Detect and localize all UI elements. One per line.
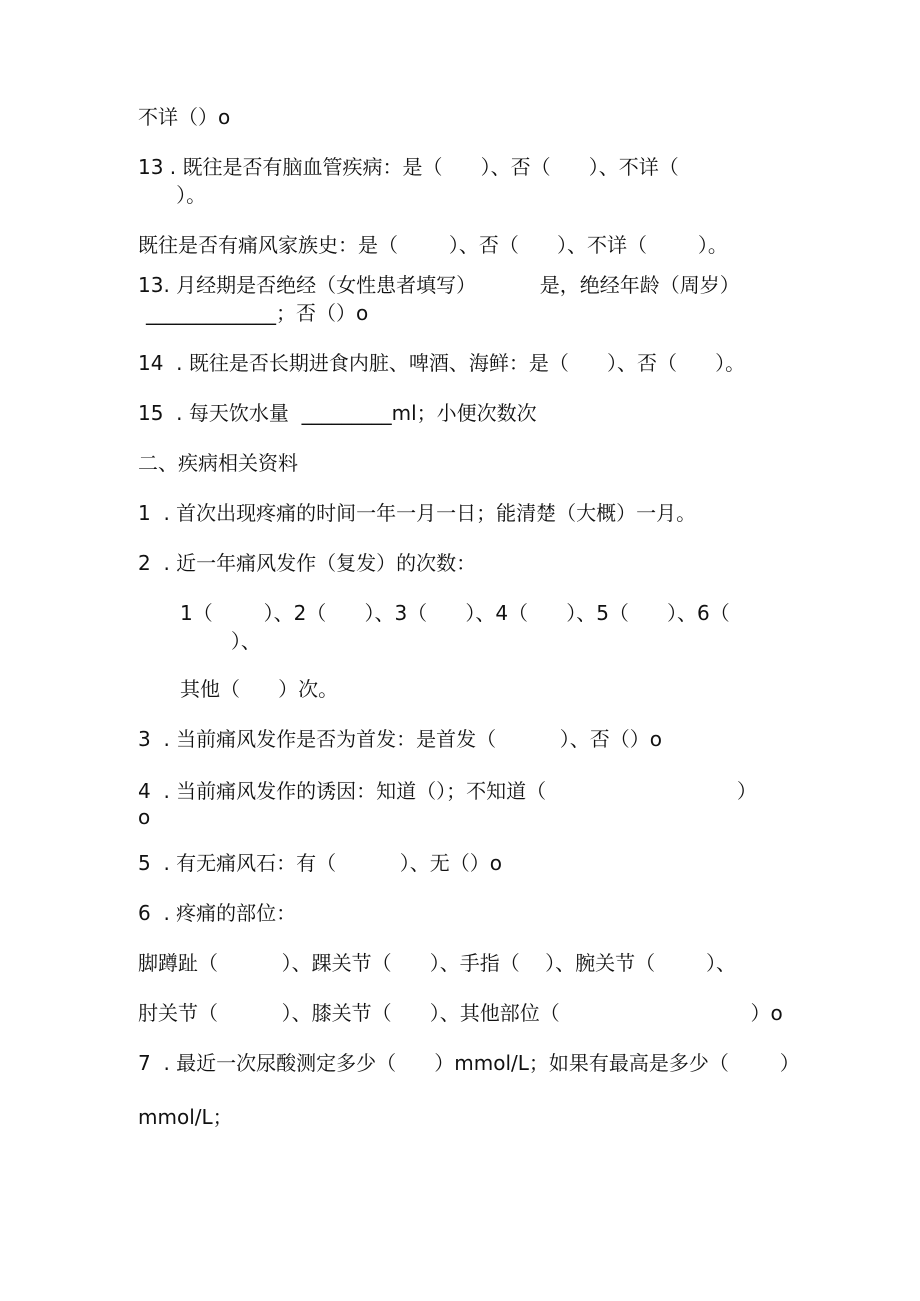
question-5-tophi: 5 . 有无痛风石：有（ ）、无（）o bbox=[138, 851, 502, 875]
question-4-trigger: 4 . 当前痛风发作的诱因：知道（）；不知道（ ） bbox=[138, 779, 757, 803]
question-13-menopause: 13. 月经期是否绝经（女性患者填写） 是，绝经年龄（周岁） bbox=[138, 273, 740, 297]
question-15-water-intake: 15 . 每天饮水量 _________ml；小便次数次 bbox=[138, 401, 537, 425]
gout-family-history: 既往是否有痛风家族史：是（ ）、否（ ）、不详（ ）。 bbox=[138, 233, 728, 257]
question-13-cerebrovascular: 13 . 既往是否有脑血管疾病：是（ ）、否（ ）、不详（ bbox=[138, 155, 679, 179]
text-line: 不详（）o bbox=[138, 105, 231, 129]
attack-count-options: 1（ ）、2（ ）、3（ ）、4（ ）、5（ ）、6（ bbox=[180, 601, 730, 625]
pain-location-options-1: 脚蹲趾（ ）、踝关节（ ）、手指（ ）、腕关节（ ）、 bbox=[138, 951, 737, 975]
question-1-first-pain: 1 . 首次出现疼痛的时间一年一月一日；能清楚（大概）一月。 bbox=[138, 501, 697, 525]
section-heading: 二、疾病相关资料 bbox=[138, 451, 298, 475]
attack-count-other: 其他（ ）次。 bbox=[180, 677, 339, 701]
question-6-pain-location: 6 . 疼痛的部位： bbox=[138, 901, 297, 925]
attack-count-options-continued: ）、 bbox=[180, 629, 261, 653]
question-7-uric-acid: 7 . 最近一次尿酸测定多少（ ）mmol/L；如果有最高是多少（ ） bbox=[138, 1051, 800, 1075]
pain-location-options-2: 肘关节（ ）、膝关节（ ）、其他部位（ ）o bbox=[138, 1001, 783, 1025]
question-4-trigger-continued: o bbox=[138, 805, 151, 829]
question-13-menopause-continued: _____________；否（）o bbox=[146, 301, 369, 325]
question-3-first-attack: 3 . 当前痛风发作是否为首发：是首发（ ）、否（）o bbox=[138, 727, 662, 751]
question-13-cerebrovascular-continued: ）。 bbox=[138, 183, 207, 207]
question-14-diet: 14 . 既往是否长期进食内脏、啤酒、海鲜：是（ ）、否（ ）。 bbox=[138, 351, 746, 375]
question-2-attack-count: 2 . 近一年痛风发作（复发）的次数： bbox=[138, 551, 477, 575]
question-7-uric-acid-continued: mmol/L； bbox=[138, 1105, 233, 1129]
